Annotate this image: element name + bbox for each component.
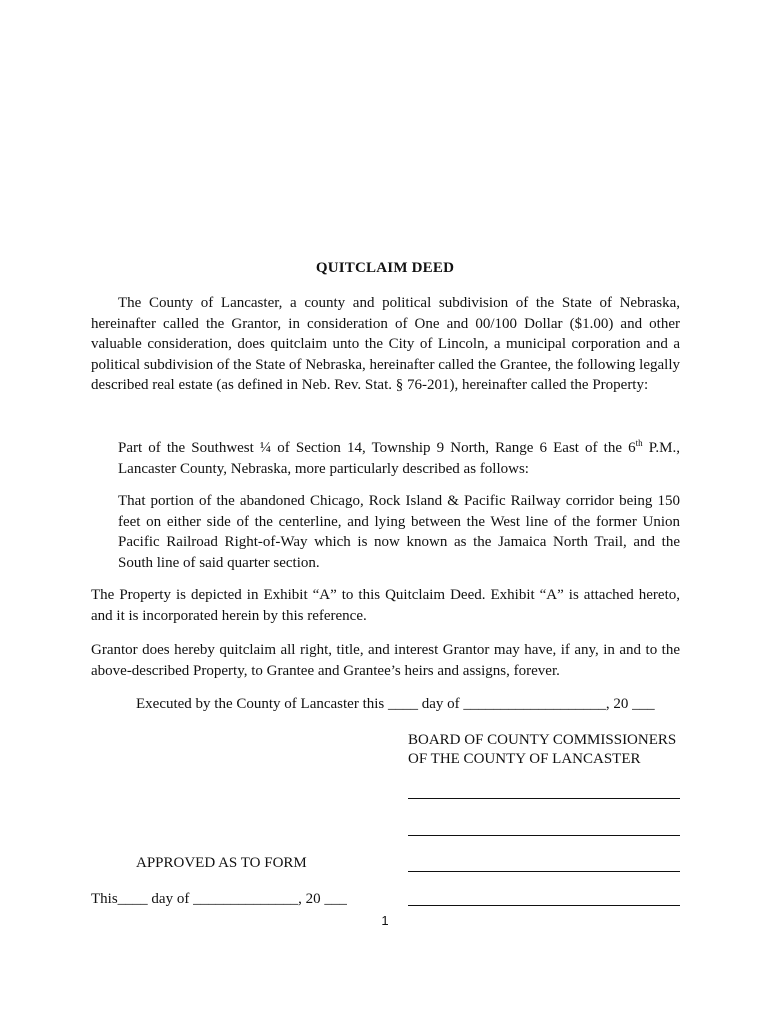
signature-line	[408, 835, 680, 836]
document-title: QUITCLAIM DEED	[315, 260, 455, 276]
board-name-line-1: BOARD OF COUNTY COMMISSIONERS	[408, 732, 677, 748]
signature-line	[408, 798, 680, 799]
quitclaim-paragraph: Grantor does hereby quitclaim all right, title, and interest Grantor may have, if any, in and to the above-described Property, to Grantee and Grantee’s heirs and assigns, forever.	[91, 642, 680, 679]
legal-description-paragraph-2: That portion of the abandoned Chicago, Rock Island & Pacific Railway corridor being 150 feet on either side of the centerline, and lying between the West line of the former Union Pacific Railroad Right-of-Way which is now known as the Jamaica North Trail, and the South line of said quarter section.	[118, 493, 680, 571]
intro-paragraph: The County of Lancaster, a county and political subdivision of the State of Nebraska, hereinafter called the Grantor, in consideration of One and 00/100 Dollar ($1.00) and other valuable consideration, does quitclaim unto the City of Lincoln, a municipal corporation and a political subdivision of the State of Nebraska, hereinafter called the Grantee, the following legally described real estate (as defined in Neb. Rev. Stat. § 76-201), hereinafter called the Property:	[91, 295, 680, 393]
legal-description-paragraph-1	[118, 438, 680, 479]
page-number: 1	[381, 913, 389, 928]
legal-description-1-text: Part of the Southwest ¼ of Section 14, Township 9 North, Range 6 East of the 6	[118, 440, 636, 456]
approved-as-to-form-label: APPROVED AS TO FORM	[136, 855, 307, 871]
legal-description-1-text-end: P.M., Lancaster County, Nebraska, more particularly described as follows:	[118, 440, 680, 477]
executed-line: Executed by the County of Lancaster this ____ day of ___________________, 20 ___	[136, 696, 655, 712]
board-signature-block	[408, 731, 676, 769]
board-name-line-2: OF THE COUNTY OF LANCASTER	[408, 751, 641, 767]
signature-line	[408, 905, 680, 906]
ordinal-superscript: th	[635, 438, 643, 448]
approval-date-line: This____ day of ______________, 20 ___	[91, 891, 347, 907]
signature-line	[408, 871, 680, 872]
exhibit-paragraph: The Property is depicted in Exhibit “A” to this Quitclaim Deed. Exhibit “A” is attached hereto, and it is incorporated herein by this reference.	[91, 587, 680, 624]
